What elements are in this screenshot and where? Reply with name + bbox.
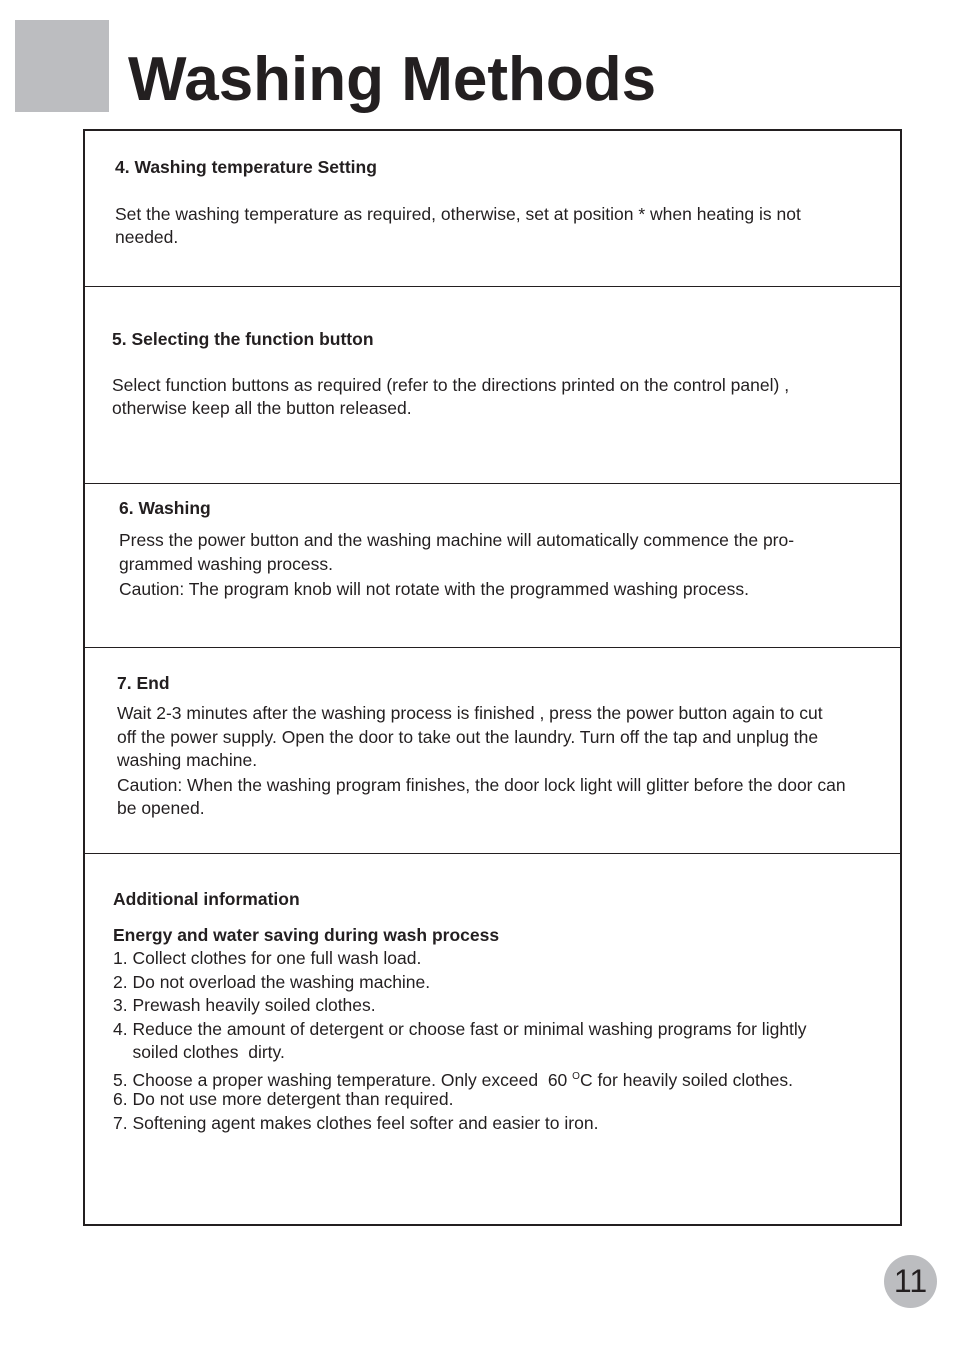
section-temperature xyxy=(85,131,900,287)
section-line: needed. xyxy=(115,227,179,247)
degree-mark: O xyxy=(572,1071,580,1082)
additional-heading: Additional information xyxy=(113,889,300,909)
section-line: Wait 2-3 minutes after the washing process is finished , press the power button again to cut xyxy=(117,703,823,723)
section-end xyxy=(85,648,900,854)
section-line: Press the power button and the washing machine will automatically commence the pro- xyxy=(119,530,795,550)
list-item: 2. Do not overload the washing machine. xyxy=(113,972,431,992)
section-line: grammed washing process. xyxy=(119,554,333,574)
section-line: Caution: The program knob will not rotate with the programmed washing process. xyxy=(119,579,749,599)
list-item: 1. Collect clothes for one full wash load. xyxy=(113,948,422,968)
section-function-button xyxy=(85,287,900,484)
list-item: soiled clothes dirty. xyxy=(113,1042,285,1062)
section-line: otherwise keep all the button released. xyxy=(112,398,412,418)
additional-subheading: Energy and water saving during wash process xyxy=(113,925,500,945)
section-line: be opened. xyxy=(117,798,205,818)
section-line: Set the washing temperature as required, otherwise, set at position * when heating is not xyxy=(115,204,801,224)
page-number: 11 xyxy=(884,1255,937,1308)
section-heading: 4. Washing temperature Setting xyxy=(115,157,377,177)
section-heading: 5. Selecting the function button xyxy=(112,329,374,349)
list-item: 6. Do not use more detergent than required. xyxy=(113,1089,454,1109)
section-washing xyxy=(85,484,900,648)
section-line: Caution: When the washing program finishes, the door lock light will glitter before the door can xyxy=(117,775,846,795)
list-item: 4. Reduce the amount of detergent or choose fast or minimal washing programs for lightly xyxy=(113,1019,807,1039)
list-item-text: 5. Choose a proper washing temperature. Only exceed 60 xyxy=(113,1069,573,1090)
section-line: Select function buttons as required (refer to the directions printed on the control panel) , xyxy=(112,375,790,395)
content-frame xyxy=(83,129,902,1226)
section-heading: 6. Washing xyxy=(119,498,211,518)
section-line: off the power supply. Open the door to take out the laundry. Turn off the tap and unplug the xyxy=(117,727,819,747)
section-heading: 7. End xyxy=(117,673,170,693)
list-item: 3. Prewash heavily soiled clothes. xyxy=(113,995,376,1015)
page-title: Washing Methods xyxy=(128,45,657,114)
list-item: 7. Softening agent makes clothes feel softer and easier to iron. xyxy=(113,1113,599,1133)
header-decoration xyxy=(15,20,109,112)
list-item-text: C for heavily soiled clothes. xyxy=(579,1069,793,1090)
section-line: washing machine. xyxy=(117,750,258,770)
